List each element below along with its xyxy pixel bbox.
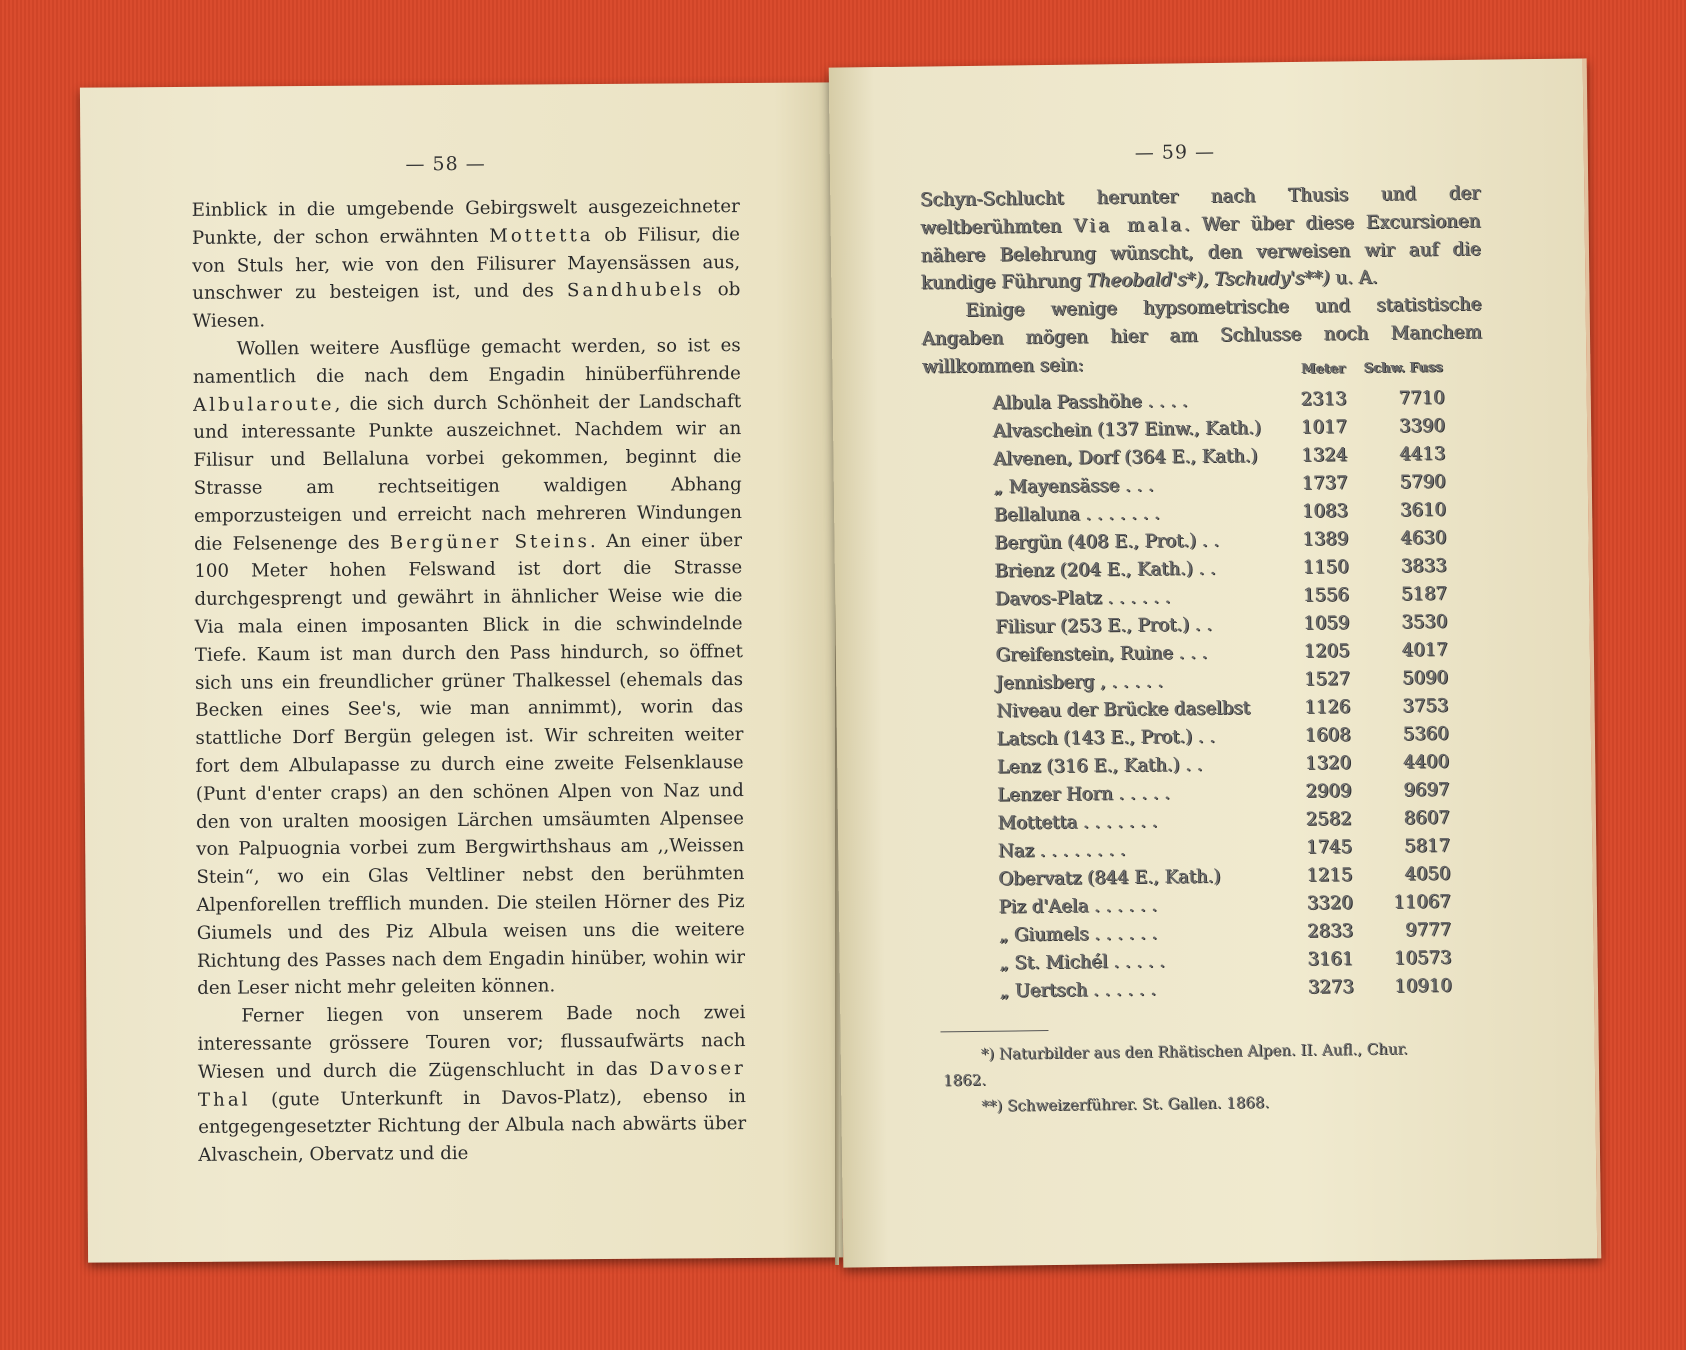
table-cell-name: Latsch (143 E., Prot.) . . [996,725,1216,750]
table-cell-name: Filisur (253 E., Prot.) . . [995,613,1213,638]
table-cell-meter: 1527 [1304,667,1351,690]
table-cell-meter: 1737 [1301,471,1348,494]
page-number: — 59 — [1134,140,1216,164]
footnote: *) Naturbilder aus den Rhätischen Alpen. II. Aufl., Chur. [980,1039,1408,1063]
table-cell-name: Greifenstein, Ruine . . . [995,641,1208,666]
table-cell-name: Brienz (204 E., Kath.) . . [994,557,1217,582]
column-header-meter: Meter [1301,361,1346,377]
table-cell-meter: 1059 [1303,611,1350,634]
table-cell-fuss: 10573 [1394,946,1452,969]
table-cell-fuss: 7710 [1398,386,1445,409]
table-cell-fuss: 5790 [1399,470,1446,493]
table-cell-meter: 2909 [1305,779,1352,802]
table-cell-meter: 3161 [1307,947,1354,970]
table-cell-fuss: 3753 [1402,694,1449,717]
table-cell-name: Jennisberg , . . . . . [996,670,1164,694]
table-cell-fuss: 4413 [1399,442,1446,465]
table-cell-meter: 1215 [1306,863,1353,886]
table-row [1000,971,1452,1005]
paragraph: Einige wenige hypsometrische und statistische Angaben mögen hier am Schlusse noch Manchem willkommen sein: [921,293,1483,378]
table-cell-fuss: 4017 [1401,638,1448,661]
table-cell-meter: 1017 [1301,415,1348,438]
table-cell-fuss: 5360 [1402,722,1450,745]
footnote: **) Schweizerführer. St. Gallen. 1868. [981,1093,1270,1115]
table-cell-fuss: 4400 [1403,750,1450,773]
table-cell-meter: 2582 [1305,807,1353,830]
table-cell-fuss: 9697 [1403,778,1450,801]
table-cell-meter: 1205 [1303,639,1350,662]
table-cell-meter: 1126 [1304,695,1351,718]
table-cell-name: „ St. Michél . . . . . [999,950,1166,974]
table-cell-fuss: 3610 [1400,498,1447,521]
table-cell-name: Mottetta . . . . . . . [997,810,1158,834]
table-cell-fuss: 8607 [1403,806,1451,829]
footnote-continuation: 1862. [942,1070,987,1090]
table-cell-fuss: 3530 [1401,610,1448,633]
column-header-fuss: Schw. Fuss [1363,360,1443,377]
table-cell-fuss: 3833 [1400,554,1447,577]
paragraph: Schyn-Schlucht herunter nach Thusis und der weltberühmten Via mala. Wer über diese Excursionen nähere Belehrung wünscht, den verweisen wir auf die kundige Führung Theobald's*), Tschudy's**) u. A. [920,182,1482,294]
table-cell-name: „ Mayensässe . . . [993,474,1155,498]
footnote-rule [940,1030,1048,1032]
paragraph: Ferner liegen von unserem Bade noch zwei interessante grössere Touren vor; flussaufwärts nach Wiesen und durch die Zügenschlucht in das Davoser Thal (gute Unterkunft in Davos-Platz), ebenso in entgegengesetzter Richtung der Albula nach abwärts über Alvaschein, Obervatz und die [197,1002,747,1166]
table-cell-meter: 3273 [1308,975,1355,998]
table-cell-fuss: 5187 [1401,582,1448,605]
table-cell-meter: 1745 [1306,835,1353,858]
table-cell-meter: 3320 [1306,891,1354,914]
table-cell-name: Naz . . . . . . . . [998,838,1126,862]
table-cell-fuss: 5817 [1404,834,1451,857]
page-number: — 58 — [405,152,486,176]
left-page [80,82,843,1262]
table-cell-meter: 2833 [1307,919,1354,942]
table-cell-name: Lenzer Horn . . . . . [997,782,1171,806]
table-cell-fuss: 5090 [1402,666,1449,689]
table-cell-name: Piz d'Aela . . . . . . [998,894,1158,918]
table-cell-name: Alvenen, Dorf (364 E., Kath.) [993,444,1258,470]
table-cell-meter: 1608 [1304,723,1352,746]
table-cell-name: Lenz (316 E., Kath.) . . [997,753,1203,778]
table-cell-meter: 1150 [1302,555,1349,578]
table-cell-fuss: 4630 [1400,526,1447,549]
table-cell-meter: 1324 [1301,443,1348,466]
table-cell-meter: 1320 [1305,751,1352,774]
table-cell-fuss: 4050 [1404,862,1451,885]
table-cell-name: „ Uertsch . . . . . . [999,978,1157,1002]
table-cell-fuss: 10910 [1394,974,1453,997]
paragraph: Wollen weitere Ausflüge gemacht werden, so ist es namentlich die nach dem Engadin hinüberführende Albularoute, die sich durch Schönheit der Landschaft und interessante Punkte auszeichnet. Nachdem wir an Filisur und Bellaluna vorbei gekommen, beginnt die Strasse am rechtseitigen waldigen Abhang emporzusteigen und erreicht nach mehreren Windungen die Felsenenge des Bergüner Steins. An einer über 100 Meter hohen Felswand ist dort die Strasse durchgesprengt und gewährt in ähnlicher Weise wie die Via mala einen imposanten Blick in die schwindelnde Tiefe. Kaum ist man durch den Pass hindurch, so öffnet sich uns ein freundlicher grüner Thalkessel (ehemals das Becken eines See's, wie man annimmt), worin das stattliche Dorf Bergün gelegen ist. Wir schreiten weiter fort dem Albulapasse zu durch eine zweite Felsenklause (Punt d'enter craps) an den schönen Alpen von Naz und den von uralten moosigen Lärchen umsäumten Alpensee von Palpuognia vorbei zum Bergwirthshaus am ,,Weissen Stein“, wo ein Glas Veltliner nebst den berühmten Alpenforellen trefflich munden. Die steilen Hörner des Piz Giumels und des Piz Albula weisen uns die weitere Richtung des Passes nach dem Engadin hinüber, wohin wir den Leser nicht mehr geleiten können. [192,335,746,1000]
table-cell-meter: 2313 [1300,387,1347,410]
table-cell-name: Alvaschein (137 Einw., Kath.) [993,416,1262,442]
table-cell-name: „ Giumels . . . . . . [999,922,1158,946]
table-cell-name: Bergün (408 E., Prot.) . . [994,529,1220,554]
elevation-table [992,360,1452,1004]
table-cell-meter: 1389 [1302,527,1349,550]
footnotes [943,1035,1504,1120]
body-text [920,180,1482,381]
right-page [829,58,1602,1267]
table-cell-name: Davos-Platz . . . . . . [995,586,1171,610]
body-text [192,193,747,1170]
table-cell-fuss: 9777 [1405,918,1452,941]
paragraph: Einblick in die umgebende Gebirgswelt ausgezeichneter Punkte, der schon erwähnten Mottetta ob Filisur, die von Stuls her, wie von den Filisurer Mayensässen aus, unschwer zu besteigen ist, und des Sandhubels ob Wiesen. [191,196,741,333]
table-cell-meter: 1083 [1302,499,1349,522]
table-cell-name: Bellaluna . . . . . . . [994,502,1161,526]
table-cell-name: Obervatz (844 E., Kath.) [998,865,1221,890]
table-cell-name: Niveau der Brücke daselbst [996,697,1251,722]
table-cell-fuss: 11067 [1393,890,1452,913]
table-cell-fuss: 3390 [1399,414,1446,437]
table-cell-name: Albula Passhöhe . . . . [992,389,1188,414]
table-cell-meter: 1556 [1303,583,1350,606]
